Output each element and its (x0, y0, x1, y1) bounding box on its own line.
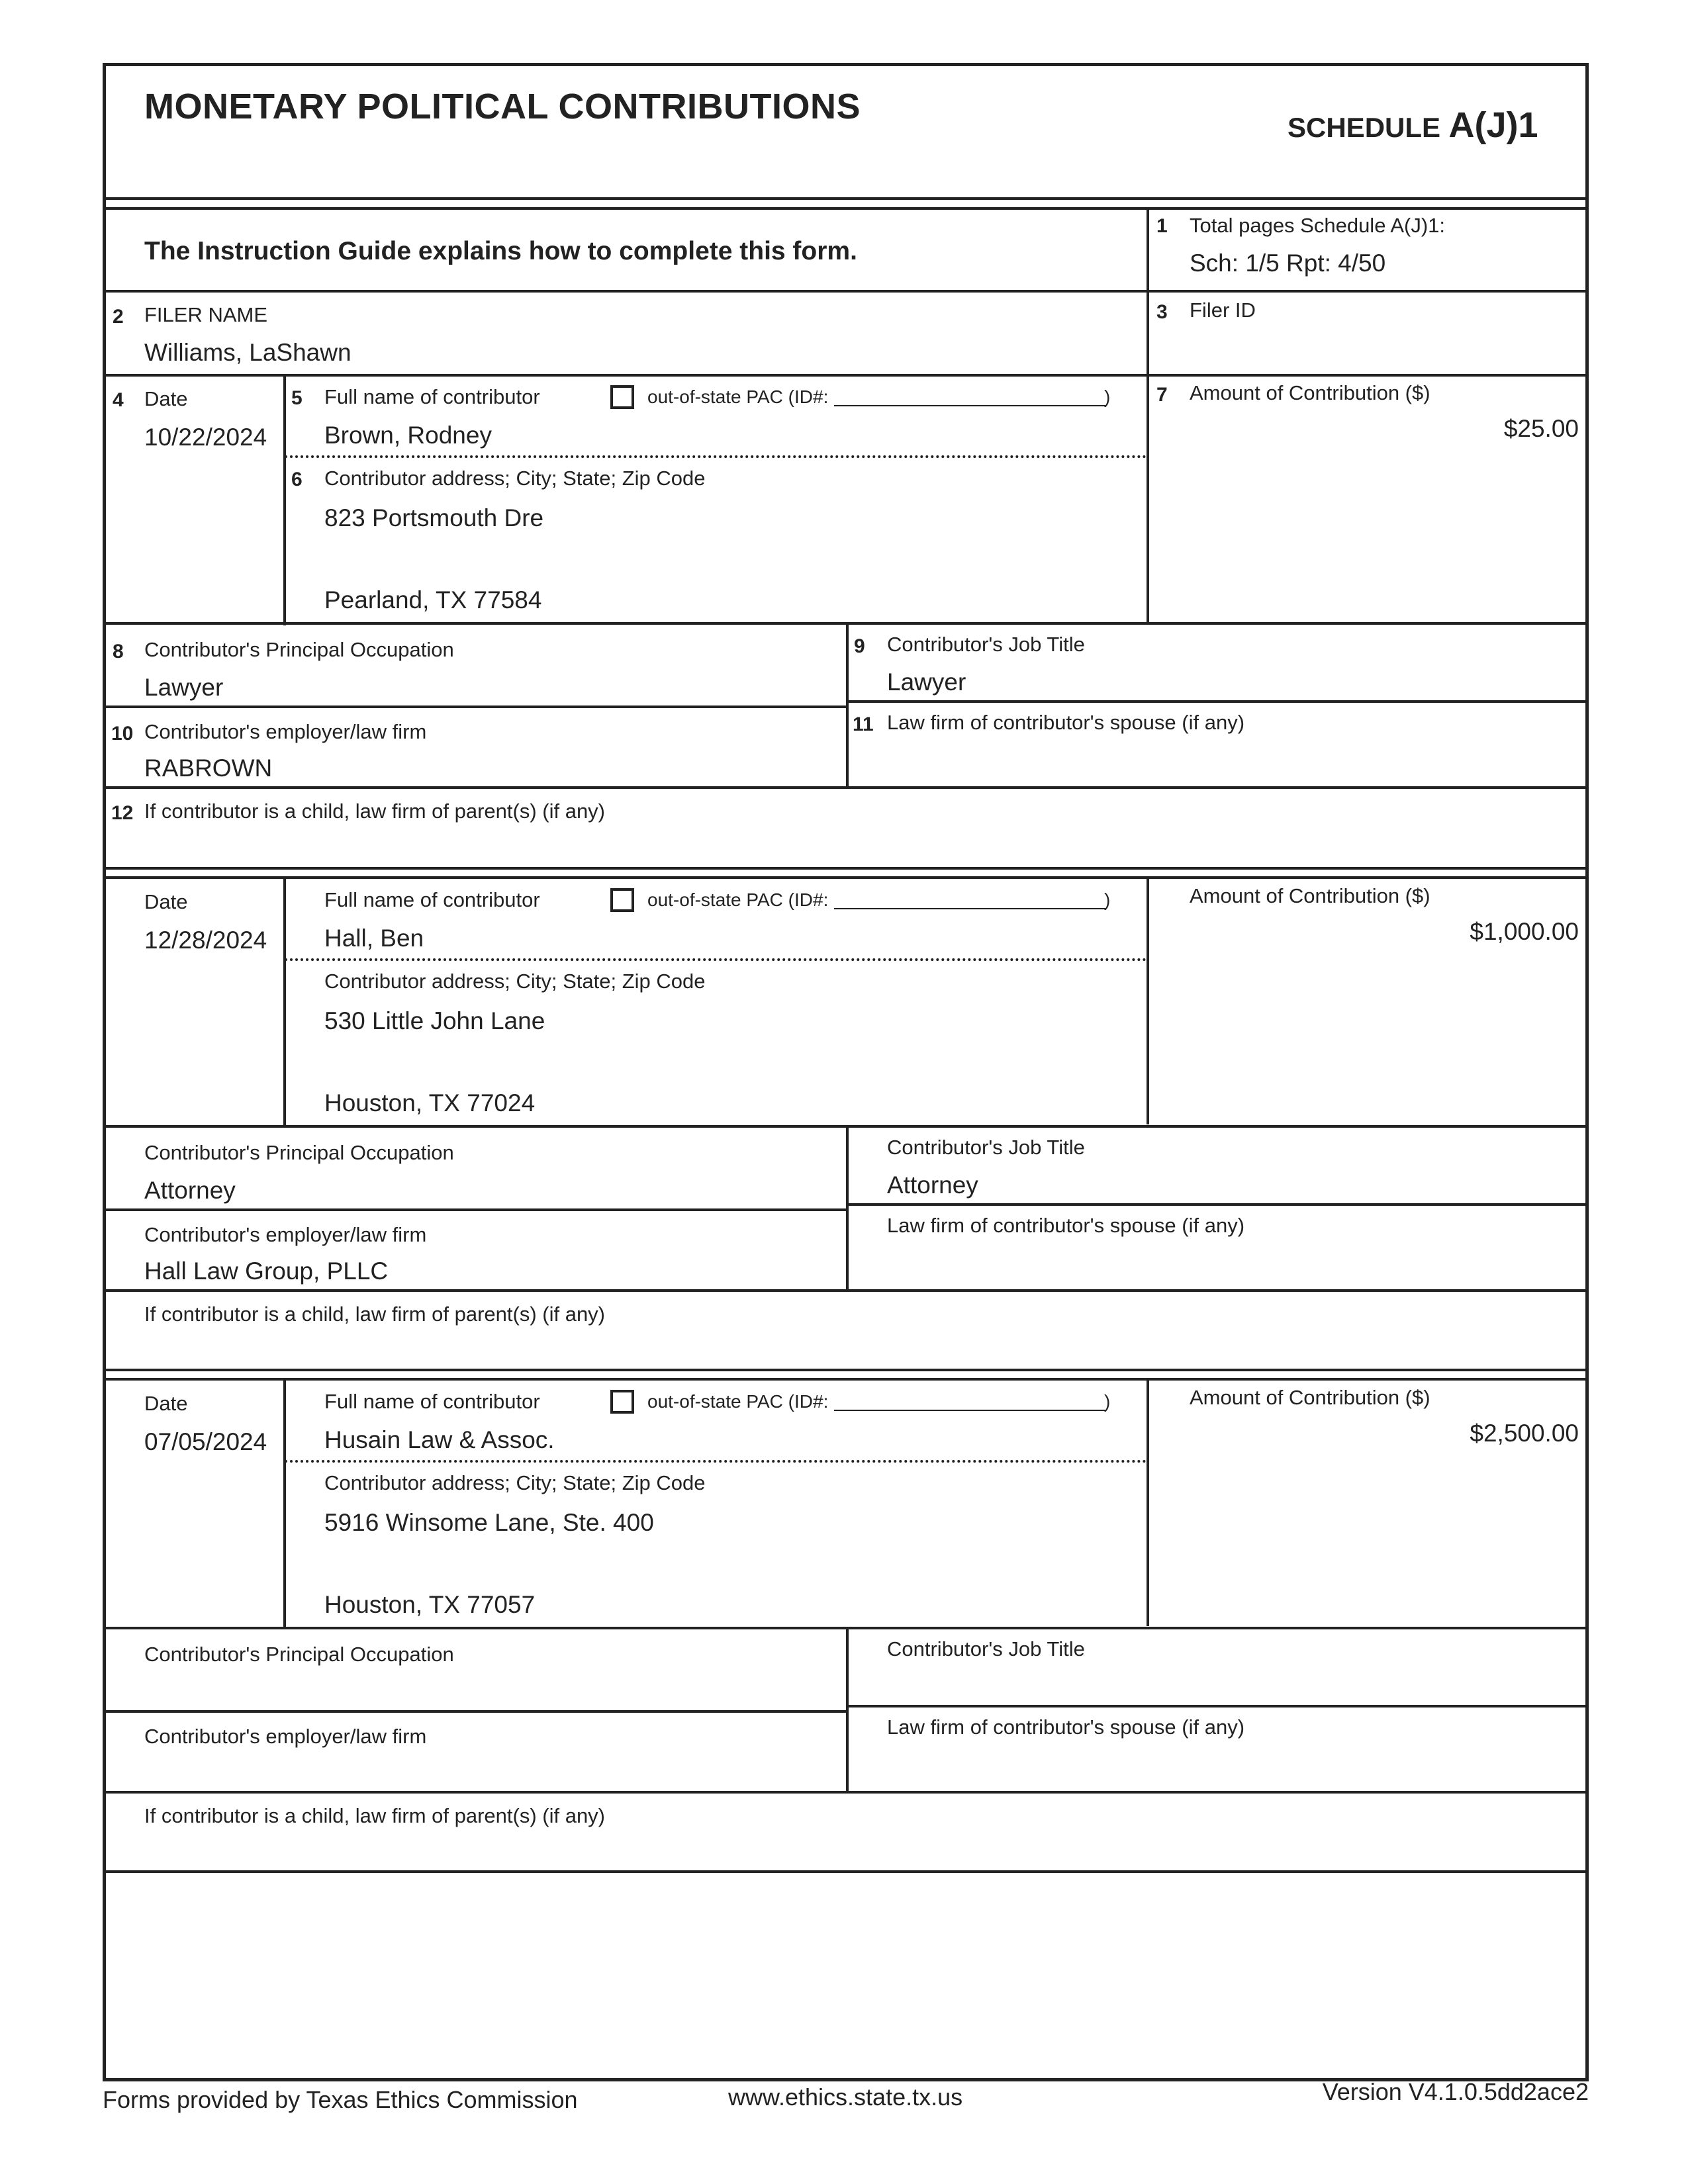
schedule-word: SCHEDULE (1288, 112, 1441, 143)
footer-provider: Forms provided by Texas Ethics Commission (103, 2086, 578, 2113)
instruction-text: The Instruction Guide explains how to complete this form. (144, 237, 857, 265)
date-value[interactable]: 10/22/2024 (144, 424, 267, 451)
job-title-label: Contributor's Job Title (887, 1637, 1085, 1661)
child-firm-label: If contributor is a child, law firm of parent(s) (if any) (144, 799, 606, 823)
filer-id-label: Filer ID (1190, 298, 1256, 322)
pac-checkbox[interactable] (610, 385, 634, 409)
child-firm-label: If contributor is a child, law firm of parent(s) (if any) (144, 1302, 606, 1326)
pac-id-field[interactable] (834, 405, 1105, 406)
contributor-name-value[interactable]: Hall, Ben (324, 925, 424, 952)
address-label: Contributor address; City; State; Zip Code (324, 467, 706, 490)
pac-checkbox[interactable] (610, 1390, 634, 1414)
address-line2-value[interactable]: Houston, TX 77024 (324, 1089, 536, 1116)
job-title-label: Contributor's Job Title (887, 633, 1085, 656)
employer-value[interactable]: Hall Law Group, PLLC (144, 1257, 389, 1285)
total-pages-value: Sch: 1/5 Rpt: 4/50 (1190, 250, 1386, 277)
address-label: Contributor address; City; State; Zip Code (324, 970, 706, 993)
address-line1-value[interactable]: 823 Portsmouth Dre (324, 504, 544, 531)
footer-url[interactable]: www.ethics.state.tx.us (728, 2083, 963, 2111)
spouse-firm-label: Law firm of contributor's spouse (if any) (887, 711, 1245, 734)
date-label: Date (144, 1392, 188, 1415)
pac-label: out-of-state PAC (ID#: (647, 889, 829, 910)
date-label: Date (144, 387, 188, 410)
employer-label: Contributor's employer/law firm (144, 1223, 427, 1246)
occupation-label: Contributor's Principal Occupation (144, 1141, 454, 1164)
address-line1-value[interactable]: 530 Little John Lane (324, 1007, 545, 1034)
full-name-label: Full name of contributor (324, 888, 540, 911)
total-pages-label: Total pages Schedule A(J)1: (1190, 214, 1446, 237)
pac-checkbox[interactable] (610, 888, 634, 912)
employer-label: Contributor's employer/law firm (144, 1725, 427, 1748)
amount-label: Amount of Contribution ($) (1190, 884, 1430, 907)
amount-value[interactable]: $25.00 (1503, 415, 1579, 442)
contributor-name-value[interactable]: Brown, Rodney (324, 422, 492, 449)
address-line1-value[interactable]: 5916 Winsome Lane, Ste. 400 (324, 1509, 654, 1536)
contributor-name-value[interactable]: Husain Law & Assoc. (324, 1426, 555, 1453)
spouse-firm-label: Law firm of contributor's spouse (if any) (887, 1214, 1245, 1237)
full-name-label: Full name of contributor (324, 1390, 540, 1413)
date-value[interactable]: 12/28/2024 (144, 927, 267, 954)
pac-id-field[interactable] (834, 908, 1105, 909)
pac-label: out-of-state PAC (ID#: (647, 1391, 829, 1412)
job-title-label: Contributor's Job Title (887, 1136, 1085, 1159)
pac-label: out-of-state PAC (ID#: (647, 387, 829, 407)
spouse-firm-label: Law firm of contributor's spouse (if any) (887, 1715, 1245, 1739)
date-label: Date (144, 890, 188, 913)
pac-id-field[interactable] (834, 1410, 1105, 1411)
date-value[interactable]: 07/05/2024 (144, 1428, 267, 1455)
form-title: MONETARY POLITICAL CONTRIBUTIONS (144, 87, 861, 126)
employer-value[interactable]: RABROWN (144, 754, 273, 782)
occupation-label: Contributor's Principal Occupation (144, 1643, 454, 1666)
address-line2-value[interactable]: Pearland, TX 77584 (324, 586, 542, 614)
amount-value[interactable]: $1,000.00 (1470, 918, 1579, 945)
filer-name-value[interactable]: Williams, LaShawn (144, 339, 352, 366)
job-title-value[interactable]: Attorney (887, 1171, 978, 1199)
address-label: Contributor address; City; State; Zip Code (324, 1471, 706, 1494)
occupation-value[interactable]: Lawyer (144, 674, 224, 701)
address-line2-value[interactable]: Houston, TX 77057 (324, 1591, 536, 1618)
occupation-value[interactable]: Attorney (144, 1177, 236, 1204)
filer-name-label: FILER NAME (144, 303, 268, 326)
schedule-code: A(J)1 (1448, 105, 1538, 145)
amount-label: Amount of Contribution ($) (1190, 381, 1430, 404)
amount-label: Amount of Contribution ($) (1190, 1386, 1430, 1409)
full-name-label: Full name of contributor (324, 385, 540, 408)
amount-value[interactable]: $2,500.00 (1470, 1420, 1579, 1447)
footer-version: Version V4.1.0.5dd2ace2 (1322, 2078, 1589, 2105)
employer-label: Contributor's employer/law firm (144, 720, 427, 743)
schedule-label (1288, 105, 1538, 146)
child-firm-label: If contributor is a child, law firm of parent(s) (if any) (144, 1804, 606, 1827)
occupation-label: Contributor's Principal Occupation (144, 638, 454, 661)
job-title-value[interactable]: Lawyer (887, 668, 966, 696)
